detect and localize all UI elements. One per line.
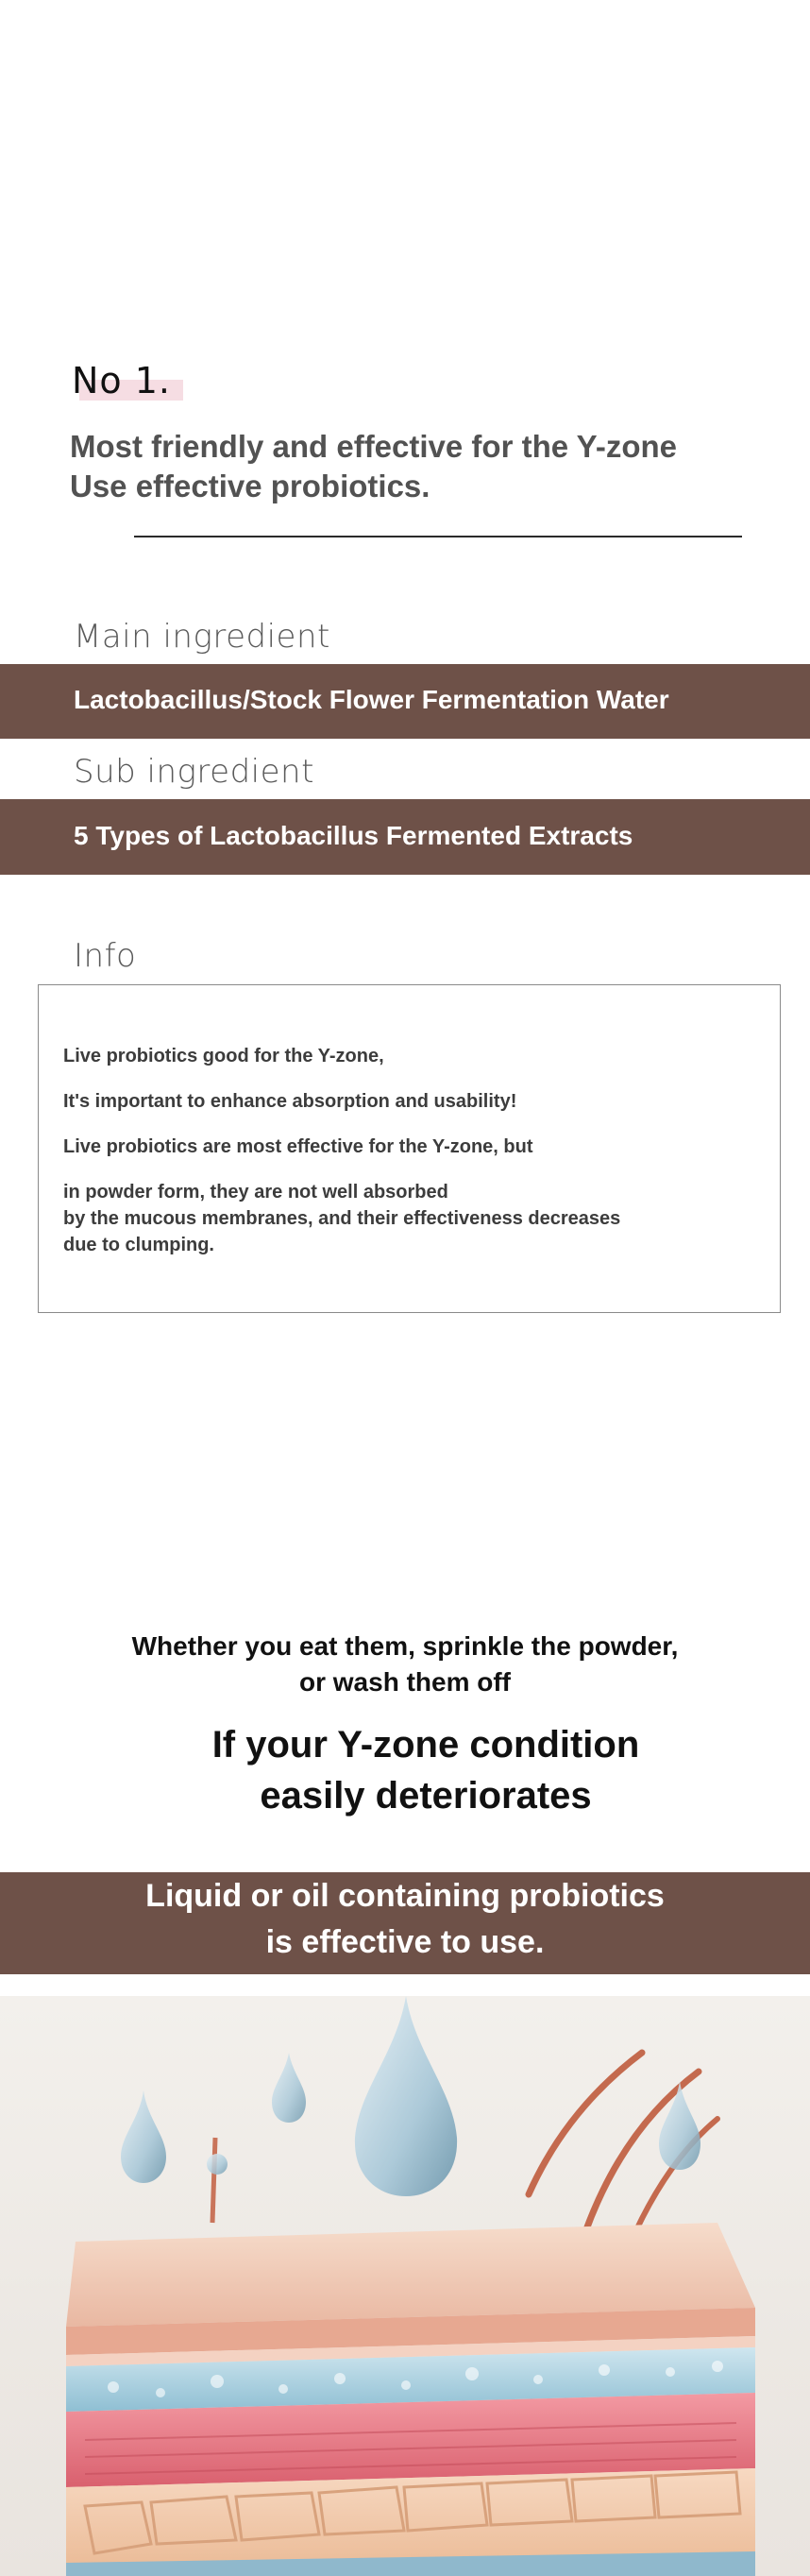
info-label: Info bbox=[74, 937, 137, 975]
banner-line-2: is effective to use. bbox=[265, 1924, 545, 1960]
banner-line-1: Liquid or oil containing probiotics bbox=[145, 1878, 665, 1914]
info-line: Live probiotics are most effective for the Y-zone, but bbox=[63, 1136, 533, 1157]
rank-badge bbox=[72, 357, 185, 404]
condition-title bbox=[21, 1719, 810, 1821]
info-line: due to clumping. bbox=[63, 1235, 214, 1255]
headline bbox=[70, 427, 768, 506]
recommendation-banner bbox=[0, 1872, 810, 1974]
skin-layers-water-drop-icon bbox=[0, 1996, 810, 2576]
headline-line-2: Use effective probiotics. bbox=[70, 469, 430, 503]
sub-ingredient-label: Sub ingredient bbox=[74, 753, 314, 791]
sub-ingredient-band bbox=[0, 799, 810, 875]
info-line: by the mucous membranes, and their effectiveness decreases bbox=[63, 1208, 621, 1229]
usage-subtitle-line-1: Whether you eat them, sprinkle the powder, bbox=[131, 1631, 679, 1661]
sub-ingredient-value: 5 Types of Lactobacillus Fermented Extracts bbox=[74, 821, 633, 850]
rank-number: No 1. bbox=[72, 360, 172, 401]
main-ingredient-value: Lactobacillus/Stock Flower Fermentation Water bbox=[74, 685, 669, 714]
info-line: in powder form, they are not well absorbed bbox=[63, 1182, 448, 1203]
info-line: It's important to enhance absorption and usability! bbox=[63, 1091, 517, 1112]
headline-divider bbox=[134, 536, 742, 537]
condition-title-line-2: easily deteriorates bbox=[260, 1775, 592, 1817]
usage-subtitle bbox=[0, 1629, 810, 1700]
condition-title-line-1: If your Y-zone condition bbox=[211, 1724, 640, 1766]
info-box bbox=[38, 984, 781, 1313]
info-line: Live probiotics good for the Y-zone, bbox=[63, 1046, 384, 1066]
usage-subtitle-line-2: or wash them off bbox=[298, 1667, 511, 1697]
skin-layers-illustration bbox=[0, 1996, 810, 2576]
headline-line-1: Most friendly and effective for the Y-zone bbox=[70, 429, 678, 464]
main-ingredient-label: Main ingredient bbox=[74, 618, 330, 656]
main-ingredient-band bbox=[0, 664, 810, 739]
